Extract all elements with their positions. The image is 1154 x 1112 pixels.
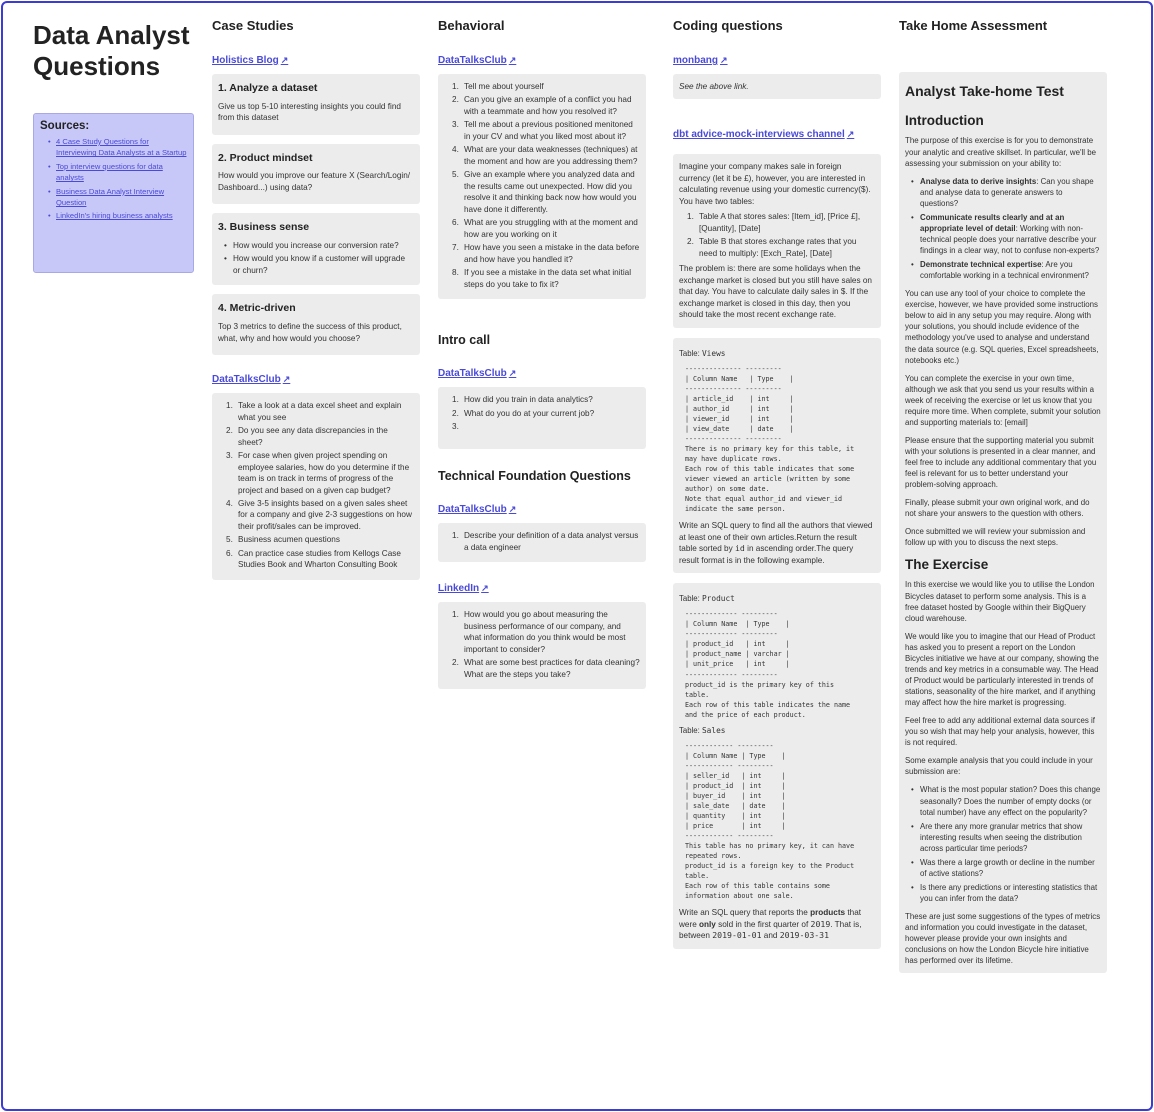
external-link-icon: ↗ (508, 55, 517, 65)
linkedin-link[interactable]: LinkedIn ↗ (438, 583, 489, 595)
table-label: Table: Product (679, 594, 735, 604)
source-item (40, 210, 187, 221)
datatalksclub-link[interactable]: DataTalksClub ↗ (212, 374, 291, 386)
introduction-heading: Introduction (905, 112, 984, 128)
source-link[interactable]: LinkedIn's hiring business analysts (56, 211, 173, 221)
list-item: What are some best practices for data cleaning? What are the steps you take? (464, 658, 640, 679)
ability-list (905, 176, 1101, 282)
example-analysis-list (905, 784, 1101, 904)
product-sales-question-card (673, 583, 881, 949)
intro-call-heading: Intro call (438, 333, 491, 348)
monbang-link[interactable]: monbang ↗ (673, 55, 728, 66)
take-home-column (899, 18, 1107, 973)
case-questions-list (218, 400, 414, 571)
paragraph: The purpose of this exercise is for you to demonstrate your analytic and creative skillset. In particular, we'll be assessing your submission on your ability to: (905, 136, 1096, 168)
holistics-blog-link[interactable]: Holistics Blog ↗ (212, 55, 289, 66)
external-link-icon: ↗ (282, 374, 291, 385)
case-card-text: Give us top 5-10 interesting insights you could find from this dataset (218, 101, 401, 123)
datatalksclub-link[interactable]: DataTalksClub ↗ (438, 504, 517, 516)
datatalksclub-link[interactable]: DataTalksClub ↗ (438, 55, 517, 66)
paragraph: You can use any tool of your choice to complete the exercise, however, we have provided some instructions below to aid in any setup you may require. Along with your solutions, you should include evidence of the methodology you've used to analyse and understand the data source (e.g. SQL queries, Excel spreadsheets, notebooks etc.) (905, 289, 1099, 365)
datatalksclub-link[interactable]: DataTalksClub ↗ (438, 368, 517, 380)
sources-heading: Sources: (40, 120, 90, 132)
case-card-title: 3. Business sense (218, 221, 310, 234)
list-item: Can practice case studies from Kellogs Case Studies Book and Wharton Consulting Book (238, 548, 401, 570)
external-link-icon: ↗ (481, 583, 489, 594)
list-item: • How would you know if a customer will upgrade or churn? (222, 253, 414, 276)
source-link[interactable]: Business Data Analyst Interview Question (56, 186, 165, 207)
list-item: Table B that stores exchange rates that you need to multiply: [Exch_Rate], [Date] (699, 237, 857, 258)
take-home-title: Analyst Take-home Test (905, 83, 1064, 99)
list-item: Can you give an example of a conflict you had with a teammate and how you resolved it? (464, 95, 632, 116)
list-item: • Was there a large growth or decline in the number of active stations? (909, 857, 1101, 879)
currency-question-card (673, 154, 881, 327)
paragraph: Please ensure that the supporting material you submit with your solutions is presented in a clear manner, and feel free to include any additional commentary that you feel is relevant for us to better understand your problem-solving approach. (905, 435, 1097, 490)
list-item: Tell me about a previous positioned menitoned in your CV and what you liked most about it? (464, 120, 633, 141)
views-question-card (673, 338, 881, 574)
external-link-icon: ↗ (508, 504, 517, 515)
technical-foundation-list (444, 530, 640, 553)
list-item: What are your data weaknesses (techniques) at the moment and how are you addressing them? (464, 145, 638, 166)
case-card-analyze (212, 74, 420, 135)
behavioral-heading: Behavioral (438, 18, 505, 33)
source-item (40, 136, 187, 159)
behavioral-card (438, 74, 646, 299)
dbt-channel-link[interactable]: dbt advice-mock-interviews channel ↗ (673, 129, 855, 141)
list-item: How would you go about measuring the business performance of our company, and what information do you think would be most important to consider? (464, 610, 626, 654)
case-card-text: Top 3 metrics to define the success of this product, what, why and how would you choose? (218, 322, 402, 343)
paragraph: Feel free to add any additional external data sources if you so wish that may help your analysis, however, this is not required. (905, 716, 1095, 748)
list-item: • Is there any predictions or interesting statistics that you can infer from the data? (909, 882, 1101, 904)
list-item: Give 3-5 insights based on a given sales sheet for a company and give 2-3 suggestions on how their profit/sales can be improved. (238, 498, 412, 531)
list-item: How have you seen a mistake in the data before and how have you handled it? (464, 243, 640, 264)
list-item: For case when given project spending on employee salaries, how do you determine if the team is on track in terms of progress of the project and based on a given cap budget? (238, 451, 410, 495)
list-item: • Are there any more granular metrics that show interesting results when seeing the distribution across particular time periods? (909, 821, 1101, 854)
exercise-heading: The Exercise (905, 556, 989, 572)
take-home-heading: Take Home Assessment (899, 18, 1048, 33)
list-item: • Analyse data to derive insights: Can you shape and analyse data to generate answers to questions? (909, 176, 1101, 209)
page-title: Data Analyst Questions (33, 20, 190, 81)
sources-panel (33, 113, 194, 273)
case-card-title: 4. Metric-driven (218, 302, 296, 315)
case-card-product (212, 144, 420, 205)
source-item (40, 161, 187, 184)
monbang-note-card (673, 74, 881, 99)
list-item: Tell me about yourself (464, 82, 544, 91)
list-item: What do you do at your current job? (464, 408, 595, 418)
product-schema: ------------- --------- | Column Name | Type | ------------- --------- | product_id | int | | product_name | varchar | | unit_price | int | ------------- --------- product_id is the primary key of this table. Each row of this table indicates the name and the price of each product. (685, 610, 851, 719)
case-card-title: 2. Product mindset (218, 151, 313, 164)
table-label: Table: Sales (679, 725, 726, 735)
behavioral-list (444, 81, 640, 290)
paragraph: In this exercise we would like you to utilise the London Bicycles dataset to perform some analysis. This is a free dataset hosted by Google within their BigQuery cloud warehouse. (905, 580, 1095, 623)
sales-schema: ------------ --------- | Column Name | Type | ------------ --------- | seller_id | int | | product_id | int | | buyer_id | int | | sale_date | date | | quantity | int | | price | int | ------------ --------- This table has no primary key, it can have repeated rows. product_id is a foreign key to the Product table. Each row of this table contains some information about one sale. (685, 741, 855, 901)
list-item: How did you train in data analytics? (464, 395, 593, 405)
paragraph: These are just some suggestions of the types of metrics and information you could investigate in the dataset, however please provide your own insights and conclusions on how the London Bicycle hire initiative has performed over its lifetime. (905, 912, 1101, 966)
intro-call-card (438, 387, 646, 449)
external-link-icon: ↗ (720, 55, 728, 65)
question-text: The problem is: there are some holidays when the exchange market is closed but you still have sales on that day. You have to calculate daily sales in $. If the exchange market is closed in this day, then you should take the most recent exchange rate. (679, 264, 872, 320)
intro-call-list (444, 394, 640, 419)
paragraph: Once submitted we will review your submission and follow up with you to discuss the next steps. (905, 527, 1086, 548)
paragraph: Finally, please submit your own original work, and do not share your answers to the question with others. (905, 498, 1090, 519)
list-item: • How would you increase our conversion rate? (222, 240, 414, 251)
external-link-icon: ↗ (508, 368, 517, 379)
list-item: • What is the most popular station? Does this change seasonally? Does the number of empty docks (or total number) have any effect on the popularity? (909, 784, 1101, 817)
note-text: See the above link. (679, 82, 749, 91)
list-item: Table A that stores sales: [Item_id], [Price £], [Quantity], [Date] (699, 212, 861, 233)
paragraph: We would like you to imagine that our Head of Product has asked you to present a report on the London Bicycles initiative we have at our company, showing the trends and key metrics in a consumable way. The Head of Product would be particularly interested in trends of stations, seasonality of the hire market, and if anything may affect how the hire market is progressing. (905, 631, 1099, 708)
list-item: What are you struggling with at the moment and how are you working on it (464, 218, 638, 239)
coding-column (673, 18, 881, 949)
list-item: • Communicate results clearly and at an appropriate level of detail: Working with non-technical people does your narrative describe your findings in a clear way, not to confuse non-experts? (909, 212, 1101, 256)
case-card-business (212, 213, 420, 285)
list-item: Give an example where you analyzed data and the results came out unexpected. How did you resolve it and thinking back now how would you have done it differently. (464, 170, 637, 214)
paragraph: You can complete the exercise in your own time, although we ask that you send us your results within a week of receiving the exercise or let us know that you require more time. When complete, submit your solution and supporting materials to: [email] (905, 373, 1101, 427)
table-label: Table: Views (679, 348, 726, 358)
case-studies-column (212, 18, 420, 580)
sources-list (40, 136, 187, 222)
external-link-icon: ↗ (280, 55, 289, 65)
list-item: Do you see any data discrepancies in the sheet? (238, 426, 388, 447)
case-card-text: How would you improve our feature X (Search/Login/ Dashboard...) using data? (218, 171, 411, 192)
views-schema: -------------- --------- | Column Name | Type | -------------- --------- | article_id | int | | author_id | int | | viewer_id | int | | view_date | date | -------------- --------- There is no primary key for this table, it may have duplicate rows. Each row of this table indicates that some viewer viewed an article (written by some author) on some date. Note that equal author_id and viewer_id indicate the same person. (685, 364, 855, 514)
case-card-title: 1. Analyze a dataset (218, 82, 318, 94)
source-item (40, 186, 187, 209)
list-item: Business acumen questions (238, 535, 340, 545)
case-card-metric (212, 294, 420, 355)
technical-foundation-heading: Technical Foundation Questions (438, 469, 631, 484)
linkedin-card (438, 602, 646, 689)
linkedin-list (444, 609, 640, 680)
external-link-icon: ↗ (846, 129, 855, 140)
case-questions-card (212, 393, 420, 580)
list-item: Describe your definition of a data analyst versus a data engineer (464, 531, 639, 552)
behavioral-column (438, 18, 646, 689)
source-link[interactable]: Top interview questions for data analysts (56, 161, 163, 183)
take-home-card (899, 72, 1107, 973)
coding-heading: Coding questions (673, 18, 783, 33)
question-text: Write an SQL query to find all the authors that viewed at least one of their own articles.Return the result table sorted by id in ascending order.The query result format is in the following example. (679, 521, 873, 565)
case-card-list (218, 240, 414, 276)
technical-foundation-card (438, 523, 646, 562)
question-text: Write an SQL query that reports the products that were only sold in the first quarter of 2019. That is, between 2019-01-01 and 2019-03-31 (679, 908, 862, 941)
question-text: Imagine your company makes sale in foreign currency (let it be £), however, you are interested in calculating revenue using your domestic currency($). You have two tables: (679, 162, 871, 206)
list-item: If you see a mistake in the data set what initial steps do you take to fix it? (464, 268, 632, 289)
table-list (679, 211, 875, 259)
list-item: Take a look at a data excel sheet and explain what you see (238, 401, 402, 422)
case-studies-heading: Case Studies (212, 18, 294, 33)
paragraph: Some example analysis that you could include in your submission are: (905, 756, 1093, 777)
source-link[interactable]: 4 Case Study Questions for Interviewing Data Analysts at a Startup (56, 137, 187, 158)
list-item: • Demonstrate technical expertise: Are you comfortable working in a technical environment? (909, 259, 1101, 281)
